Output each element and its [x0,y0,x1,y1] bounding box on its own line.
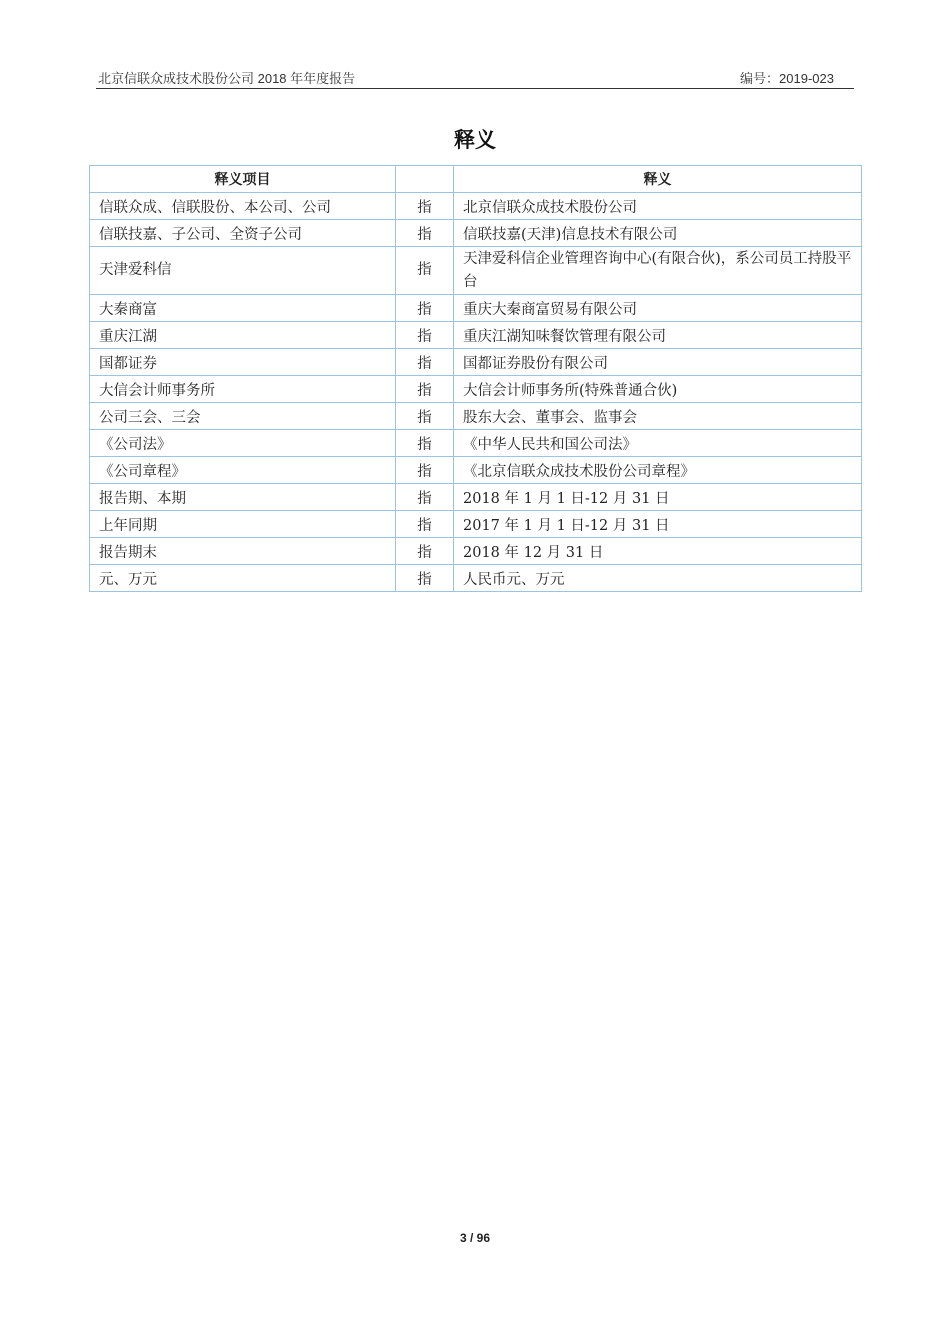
definition-cell: 重庆大秦商富贸易有限公司 [454,295,862,322]
means-cell: 指 [396,403,454,430]
means-cell: 指 [396,193,454,220]
definition-cell: 国都证券股份有限公司 [454,349,862,376]
table-row [90,538,862,565]
definition-cell: 2018 年 12 月 31 日 [454,538,862,565]
means-cell: 指 [396,247,454,295]
table-row [90,295,862,322]
means-cell: 指 [396,322,454,349]
header-mid [396,166,454,193]
definition-cell: 北京信联众成技术股份公司 [454,193,862,220]
section-title: 释义 [454,128,496,152]
term-cell: 信联众成、信联股份、本公司、公司 [90,193,396,220]
definitions-table [89,165,862,592]
table-row [90,247,862,295]
definition-cell: 《中华人民共和国公司法》 [454,430,862,457]
term-cell: 报告期、本期 [90,484,396,511]
term-cell: 元、万元 [90,565,396,592]
table-row [90,430,862,457]
term-cell: 天津爱科信 [90,247,396,295]
term-cell: 上年同期 [90,511,396,538]
table-row [90,403,862,430]
page-number: 3 / 96 [459,1231,491,1245]
term-cell: 公司三会、三会 [90,403,396,430]
means-cell: 指 [396,457,454,484]
term-cell: 信联技嘉、子公司、全资子公司 [90,220,396,247]
means-cell: 指 [396,511,454,538]
term-cell: 大秦商富 [90,295,396,322]
term-cell: 国都证券 [90,349,396,376]
definition-cell: 信联技嘉(天津)信息技术有限公司 [454,220,862,247]
term-cell: 重庆江湖 [90,322,396,349]
page-header [96,66,854,89]
means-cell: 指 [396,565,454,592]
table-row [90,511,862,538]
table-row [90,376,862,403]
definition-cell: 2017 年 1 月 1 日-12 月 31 日 [454,511,862,538]
means-cell: 指 [396,295,454,322]
header-term: 释义项目 [90,166,396,193]
table-row [90,322,862,349]
document-number: 编号：2019-023 [740,71,834,86]
means-cell: 指 [396,538,454,565]
table-row [90,565,862,592]
table-row [90,457,862,484]
definition-cell: 2018 年 1 月 1 日-12 月 31 日 [454,484,862,511]
definition-cell: 人民币元、万元 [454,565,862,592]
definition-cell: 天津爱科信企业管理咨询中心(有限合伙)，系公司员工持股平台 [454,247,862,295]
means-cell: 指 [396,484,454,511]
table-header-row [90,166,862,193]
means-cell: 指 [396,349,454,376]
table-row [90,349,862,376]
definition-cell: 股东大会、董事会、监事会 [454,403,862,430]
definition-cell: 大信会计师事务所(特殊普通合伙) [454,376,862,403]
term-cell: 大信会计师事务所 [90,376,396,403]
table-row [90,220,862,247]
term-cell: 《公司法》 [90,430,396,457]
term-cell: 《公司章程》 [90,457,396,484]
report-title: 北京信联众成技术股份公司 2018 年年度报告 [98,71,356,86]
table-row [90,484,862,511]
definition-cell: 重庆江湖知味餐饮管理有限公司 [454,322,862,349]
means-cell: 指 [396,220,454,247]
header-definition: 释义 [454,166,862,193]
term-cell: 报告期末 [90,538,396,565]
means-cell: 指 [396,376,454,403]
means-cell: 指 [396,430,454,457]
table-row [90,193,862,220]
definition-cell: 《北京信联众成技术股份公司章程》 [454,457,862,484]
